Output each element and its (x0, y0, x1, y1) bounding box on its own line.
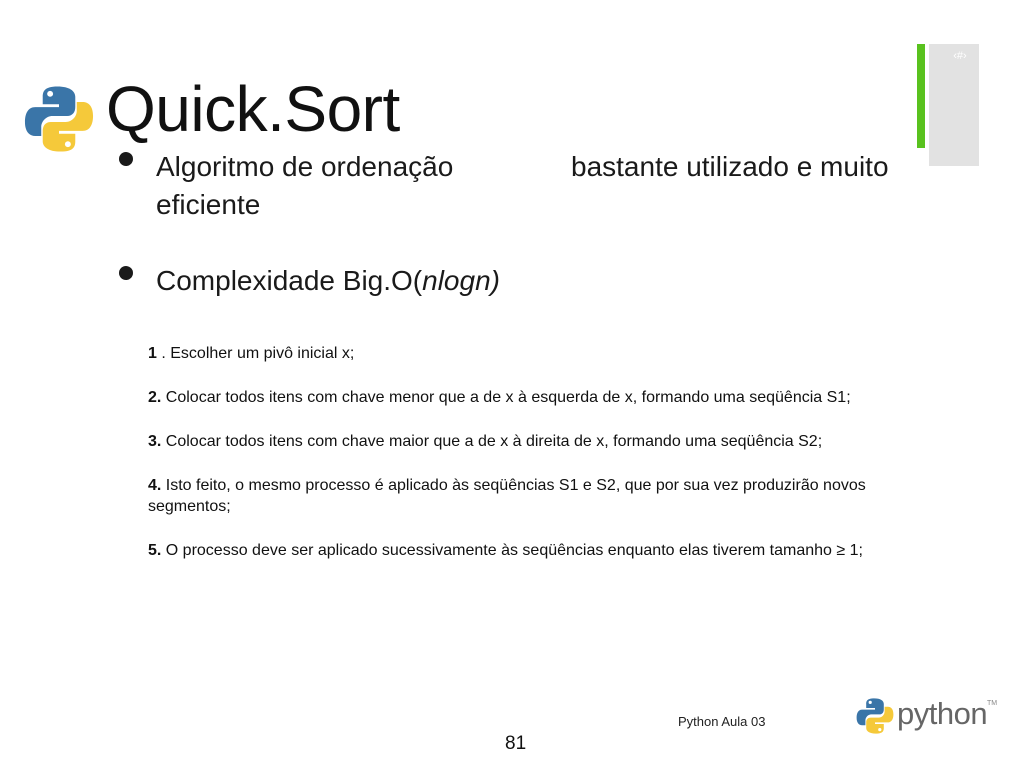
python-logo-icon (22, 82, 96, 156)
bullet-dot (119, 152, 133, 166)
step-4 (148, 475, 908, 517)
python-wordmark: python (897, 696, 988, 731)
green-accent-bar (917, 44, 925, 148)
bullet-1-line1-left: Algoritmo de ordenação (156, 151, 454, 182)
footer-course-label: Python Aula 03 (678, 714, 766, 729)
step-2 (148, 387, 908, 408)
step-1 (148, 343, 908, 364)
step-3 (148, 431, 908, 452)
step-number: 3. (148, 433, 162, 450)
step-text: . Escolher um pivô inicial x; (156, 345, 355, 362)
slide-number-field: ‹#› (953, 50, 967, 62)
trademark-mark: TM (987, 700, 998, 707)
step-5 (148, 540, 908, 561)
bullet-2-prefix: Complexidade Big.O( (156, 265, 423, 296)
python-logo-small-icon (855, 695, 895, 737)
slide-title: Quick.Sort (106, 73, 400, 145)
bullet-1-line2: eficiente (156, 189, 261, 220)
bullet-1-line1-right: bastante utilizado e muito (571, 151, 889, 182)
page-number: 81 (505, 733, 527, 754)
step-text: Isto feito, o mesmo processo é aplicado às seqüências S1 e S2, que por sua vez produzirão novos segmentos; (148, 477, 866, 515)
bullet-2-italic: nlogn) (422, 265, 500, 296)
steps-list (148, 343, 908, 561)
step-number: 1 (148, 345, 157, 362)
slide-number-box (929, 44, 979, 166)
bullet-dot (119, 266, 133, 280)
step-text: Colocar todos itens com chave menor que a de x à esquerda de x, formando uma seqüência S1; (161, 389, 851, 406)
step-number: 5. (148, 542, 162, 559)
step-text: Colocar todos itens com chave maior que a de x à direita de x, formando uma seqüência S2; (161, 433, 823, 450)
step-number: 2. (148, 389, 162, 406)
step-number: 4. (148, 477, 162, 494)
bullet-2-text (156, 262, 500, 300)
step-text: O processo deve ser aplicado sucessivamente às seqüências enquanto elas tiverem tamanho ≥ 1; (161, 542, 863, 559)
